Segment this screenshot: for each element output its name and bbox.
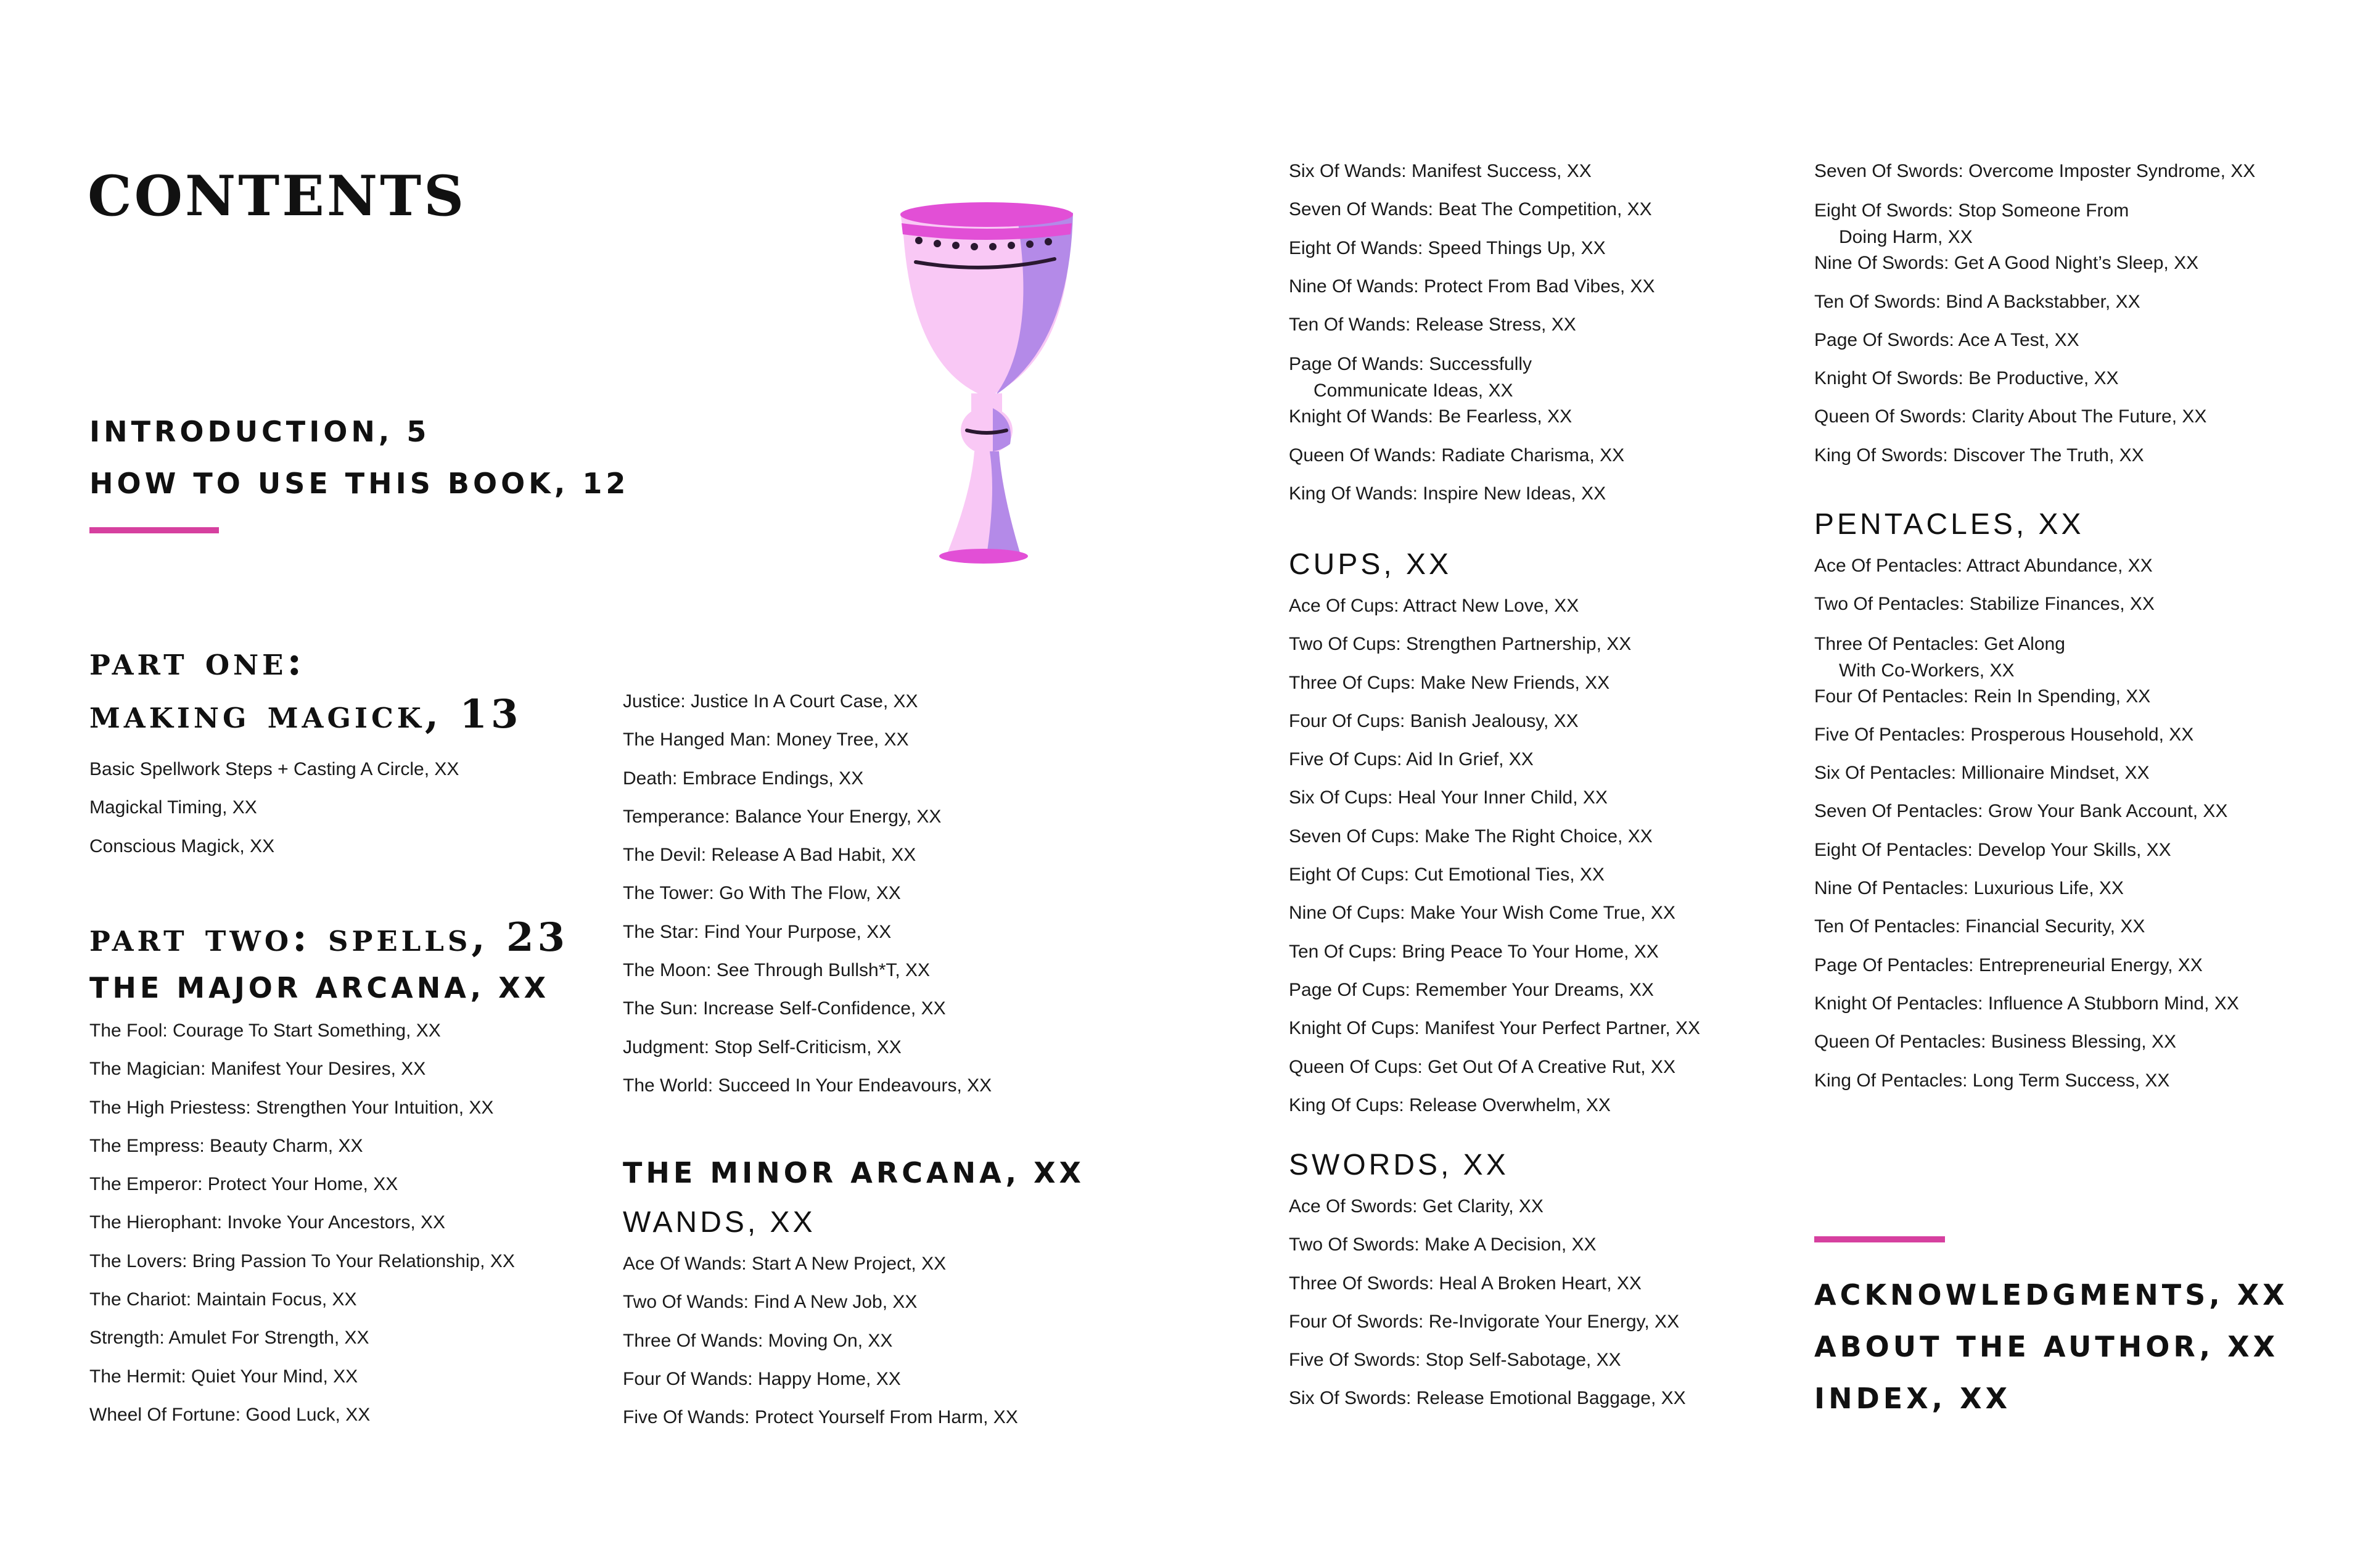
list-item[interactable]: Nine Of Swords: Get A Good Night’s Sleep, XX — [1814, 253, 2199, 274]
list-item[interactable]: Six Of Pentacles: Millionaire Mindset, XX — [1814, 763, 2150, 784]
list-item[interactable]: Wheel Of Fortune: Good Luck, XX — [89, 1404, 371, 1425]
list-item[interactable]: Basic Spellwork Steps + Casting A Circle, XX — [89, 759, 459, 779]
list-item[interactable]: The Emperor: Protect Your Home, XX — [89, 1174, 398, 1195]
list-item[interactable]: Four Of Pentacles: Rein In Spending, XX — [1814, 686, 2151, 707]
list-item[interactable]: Ten Of Swords: Bind A Backstabber, XX — [1814, 291, 2140, 312]
intro-entry[interactable]: INTRODUCTION, 5 — [89, 415, 430, 448]
divider-rule — [1814, 1236, 1945, 1242]
list-item[interactable]: Three Of Swords: Heal A Broken Heart, XX — [1289, 1273, 1642, 1294]
list-item[interactable]: Queen Of Swords: Clarity About The Future, XX — [1814, 406, 2207, 427]
wands-list-2 — [1289, 159, 1655, 520]
list-item[interactable]: Eight Of Swords: Stop Someone From Doing Harm, XX — [1814, 200, 2129, 248]
list-item[interactable]: The Magician: Manifest Your Desires, XX — [89, 1059, 426, 1080]
list-item[interactable]: King Of Pentacles: Long Term Success, XX — [1814, 1070, 2170, 1091]
list-item[interactable]: Seven Of Swords: Overcome Imposter Syndrome, XX — [1814, 161, 2256, 181]
list-item[interactable]: Ace Of Pentacles: Attract Abundance, XX — [1814, 556, 2153, 576]
major-arcana-list-2 — [623, 689, 992, 1112]
cups-list — [1289, 594, 1700, 1131]
list-item[interactable]: Seven Of Pentacles: Grow Your Bank Account, XX — [1814, 801, 2228, 822]
list-item[interactable]: Two Of Wands: Find A New Job, XX — [623, 1292, 918, 1313]
list-item[interactable]: Ace Of Wands: Start A New Project, XX — [623, 1254, 947, 1274]
list-item[interactable]: Three Of Cups: Make New Friends, XX — [1289, 672, 1610, 693]
divider-rule — [89, 527, 219, 533]
list-item[interactable]: King Of Swords: Discover The Truth, XX — [1814, 445, 2144, 466]
list-item[interactable]: The Tower: Go With The Flow, XX — [623, 883, 901, 904]
list-item[interactable]: Ten Of Cups: Bring Peace To Your Home, XX — [1289, 941, 1659, 962]
list-item[interactable]: Eight Of Wands: Speed Things Up, XX — [1289, 237, 1606, 258]
list-item[interactable]: The Moon: See Through Bullsh*T, XX — [623, 960, 931, 981]
list-item[interactable]: Eight Of Pentacles: Develop Your Skills, XX — [1814, 839, 2171, 860]
list-item[interactable]: Knight Of Pentacles: Influence A Stubborn Mind, XX — [1814, 993, 2239, 1014]
major-arcana-list-1 — [89, 1019, 515, 1441]
list-item[interactable]: Knight Of Wands: Be Fearless, XX — [1289, 406, 1572, 427]
how-to-use-entry[interactable]: HOW TO USE THIS BOOK, 12 — [89, 467, 630, 500]
list-item[interactable]: Four Of Cups: Banish Jealousy, XX — [1289, 710, 1579, 731]
list-item[interactable]: The Sun: Increase Self-Confidence, XX — [623, 998, 946, 1019]
chalice-icon — [888, 197, 1085, 573]
cups-heading[interactable]: CUPS, XX — [1289, 548, 1452, 581]
page-title: contents — [88, 142, 467, 234]
list-item[interactable]: Justice: Justice In A Court Case, XX — [623, 691, 918, 712]
list-item[interactable]: Eight Of Cups: Cut Emotional Ties, XX — [1289, 864, 1605, 885]
swords-list-2 — [1814, 159, 2255, 482]
list-item[interactable]: The Chariot: Maintain Focus, XX — [89, 1289, 357, 1310]
list-item[interactable]: Ace Of Cups: Attract New Love, XX — [1289, 596, 1579, 616]
list-item[interactable]: Knight Of Swords: Be Productive, XX — [1814, 368, 2119, 389]
list-item[interactable]: The Fool: Courage To Start Something, XX — [89, 1020, 441, 1041]
list-item[interactable]: Strength: Amulet For Strength, XX — [89, 1328, 369, 1348]
list-item[interactable]: King Of Wands: Inspire New Ideas, XX — [1289, 483, 1606, 504]
list-item[interactable]: King Of Cups: Release Overwhelm, XX — [1289, 1094, 1611, 1115]
list-item[interactable]: The Lovers: Bring Passion To Your Relationship, XX — [89, 1250, 515, 1271]
list-item[interactable]: Magickal Timing, XX — [89, 797, 257, 818]
list-item[interactable]: The Hanged Man: Money Tree, XX — [623, 729, 909, 750]
major-arcana-heading[interactable]: THE MAJOR ARCANA, XX — [89, 971, 550, 1004]
list-item[interactable]: The Empress: Beauty Charm, XX — [89, 1135, 363, 1156]
list-item[interactable]: Queen Of Pentacles: Business Blessing, XX — [1814, 1032, 2176, 1053]
part-one-list — [89, 757, 459, 872]
list-item[interactable]: Seven Of Cups: Make The Right Choice, XX — [1289, 826, 1653, 847]
part-one-heading: part one: making magick, 13 — [89, 638, 522, 737]
list-item[interactable]: Six Of Swords: Release Emotional Baggage, XX — [1289, 1388, 1686, 1409]
list-item[interactable]: Ten Of Wands: Release Stress, XX — [1289, 314, 1576, 335]
list-item[interactable]: The Hermit: Quiet Your Mind, XX — [89, 1366, 358, 1387]
wands-list-1 — [623, 1252, 1018, 1443]
acknowledgments-entry[interactable]: ACKNOWLEDGMENTS, XX — [1814, 1278, 2288, 1311]
list-item[interactable]: Nine Of Cups: Make Your Wish Come True, XX — [1289, 903, 1675, 924]
list-item[interactable]: Seven Of Wands: Beat The Competition, XX — [1289, 199, 1652, 220]
list-item[interactable]: Temperance: Balance Your Energy, XX — [623, 806, 942, 827]
list-item[interactable]: Queen Of Wands: Radiate Charisma, XX — [1289, 445, 1625, 466]
swords-list-1 — [1289, 1194, 1686, 1425]
list-item[interactable]: Six Of Cups: Heal Your Inner Child, XX — [1289, 787, 1608, 808]
list-item[interactable]: Page Of Pentacles: Entrepreneurial Energy, XX — [1814, 954, 2203, 975]
list-item[interactable]: Queen Of Cups: Get Out Of A Creative Rut, XX — [1289, 1056, 1675, 1077]
list-item[interactable]: The High Priestess: Strengthen Your Intuition, XX — [89, 1097, 494, 1118]
list-item[interactable]: Page Of Cups: Remember Your Dreams, XX — [1289, 979, 1654, 1000]
wands-heading[interactable]: WANDS, XX — [623, 1206, 816, 1239]
list-item[interactable]: Two Of Swords: Make A Decision, XX — [1289, 1234, 1597, 1255]
list-item[interactable]: Five Of Wands: Protect Yourself From Harm, XX — [623, 1407, 1018, 1428]
list-item[interactable]: The Hierophant: Invoke Your Ancestors, XX — [89, 1212, 446, 1233]
list-item[interactable]: The Star: Find Your Purpose, XX — [623, 921, 892, 942]
intro-section — [89, 406, 629, 509]
list-item[interactable]: Five Of Cups: Aid In Grief, XX — [1289, 749, 1534, 770]
list-item[interactable]: Two Of Pentacles: Stabilize Finances, XX — [1814, 594, 2155, 615]
list-item[interactable]: Six Of Wands: Manifest Success, XX — [1289, 161, 1592, 181]
back-matter — [1814, 1269, 2288, 1424]
list-item[interactable]: Judgment: Stop Self-Criticism, XX — [623, 1036, 902, 1057]
minor-arcana-heading[interactable]: THE MINOR ARCANA, XX — [623, 1156, 1085, 1189]
list-item[interactable]: Conscious Magick, XX — [89, 835, 275, 856]
list-item[interactable]: Four Of Swords: Re-Invigorate Your Energy, XX — [1289, 1311, 1680, 1332]
about-author-entry[interactable]: ABOUT THE AUTHOR, XX — [1814, 1330, 2279, 1363]
list-item[interactable]: Ten Of Pentacles: Financial Security, XX — [1814, 916, 2145, 937]
part-two-heading[interactable]: part two: spells, 23 — [89, 914, 569, 961]
list-item[interactable]: Three Of Pentacles: Get Along With Co-Workers, XX — [1814, 633, 2065, 681]
swords-heading[interactable]: SWORDS, XX — [1289, 1149, 1509, 1181]
list-item[interactable]: Page Of Wands: Successfully Communicate Ideas, XX — [1289, 354, 1532, 401]
list-item[interactable]: Five Of Swords: Stop Self-Sabotage, XX — [1289, 1350, 1621, 1371]
index-entry[interactable]: INDEX, XX — [1814, 1382, 2012, 1415]
list-item[interactable]: Death: Embrace Endings, XX — [623, 768, 864, 789]
list-item[interactable]: Nine Of Wands: Protect From Bad Vibes, XX — [1289, 276, 1655, 297]
list-item[interactable]: Knight Of Cups: Manifest Your Perfect Partner, XX — [1289, 1018, 1701, 1039]
list-item[interactable]: Five Of Pentacles: Prosperous Household, XX — [1814, 724, 2194, 745]
list-item[interactable]: Ace Of Swords: Get Clarity, XX — [1289, 1196, 1544, 1217]
list-item[interactable]: The Devil: Release A Bad Habit, XX — [623, 845, 916, 866]
pentacles-heading[interactable]: PENTACLES, XX — [1814, 508, 2084, 541]
list-item[interactable]: Page Of Swords: Ace A Test, XX — [1814, 329, 2079, 350]
list-item[interactable]: Three Of Wands: Moving On, XX — [623, 1330, 893, 1351]
pentacles-list — [1814, 554, 2239, 1107]
list-item[interactable]: Two Of Cups: Strengthen Partnership, XX — [1289, 634, 1632, 655]
list-item[interactable]: The World: Succeed In Your Endeavours, XX — [623, 1075, 992, 1096]
list-item[interactable]: Nine Of Pentacles: Luxurious Life, XX — [1814, 878, 2124, 899]
list-item[interactable]: Four Of Wands: Happy Home, XX — [623, 1368, 901, 1389]
